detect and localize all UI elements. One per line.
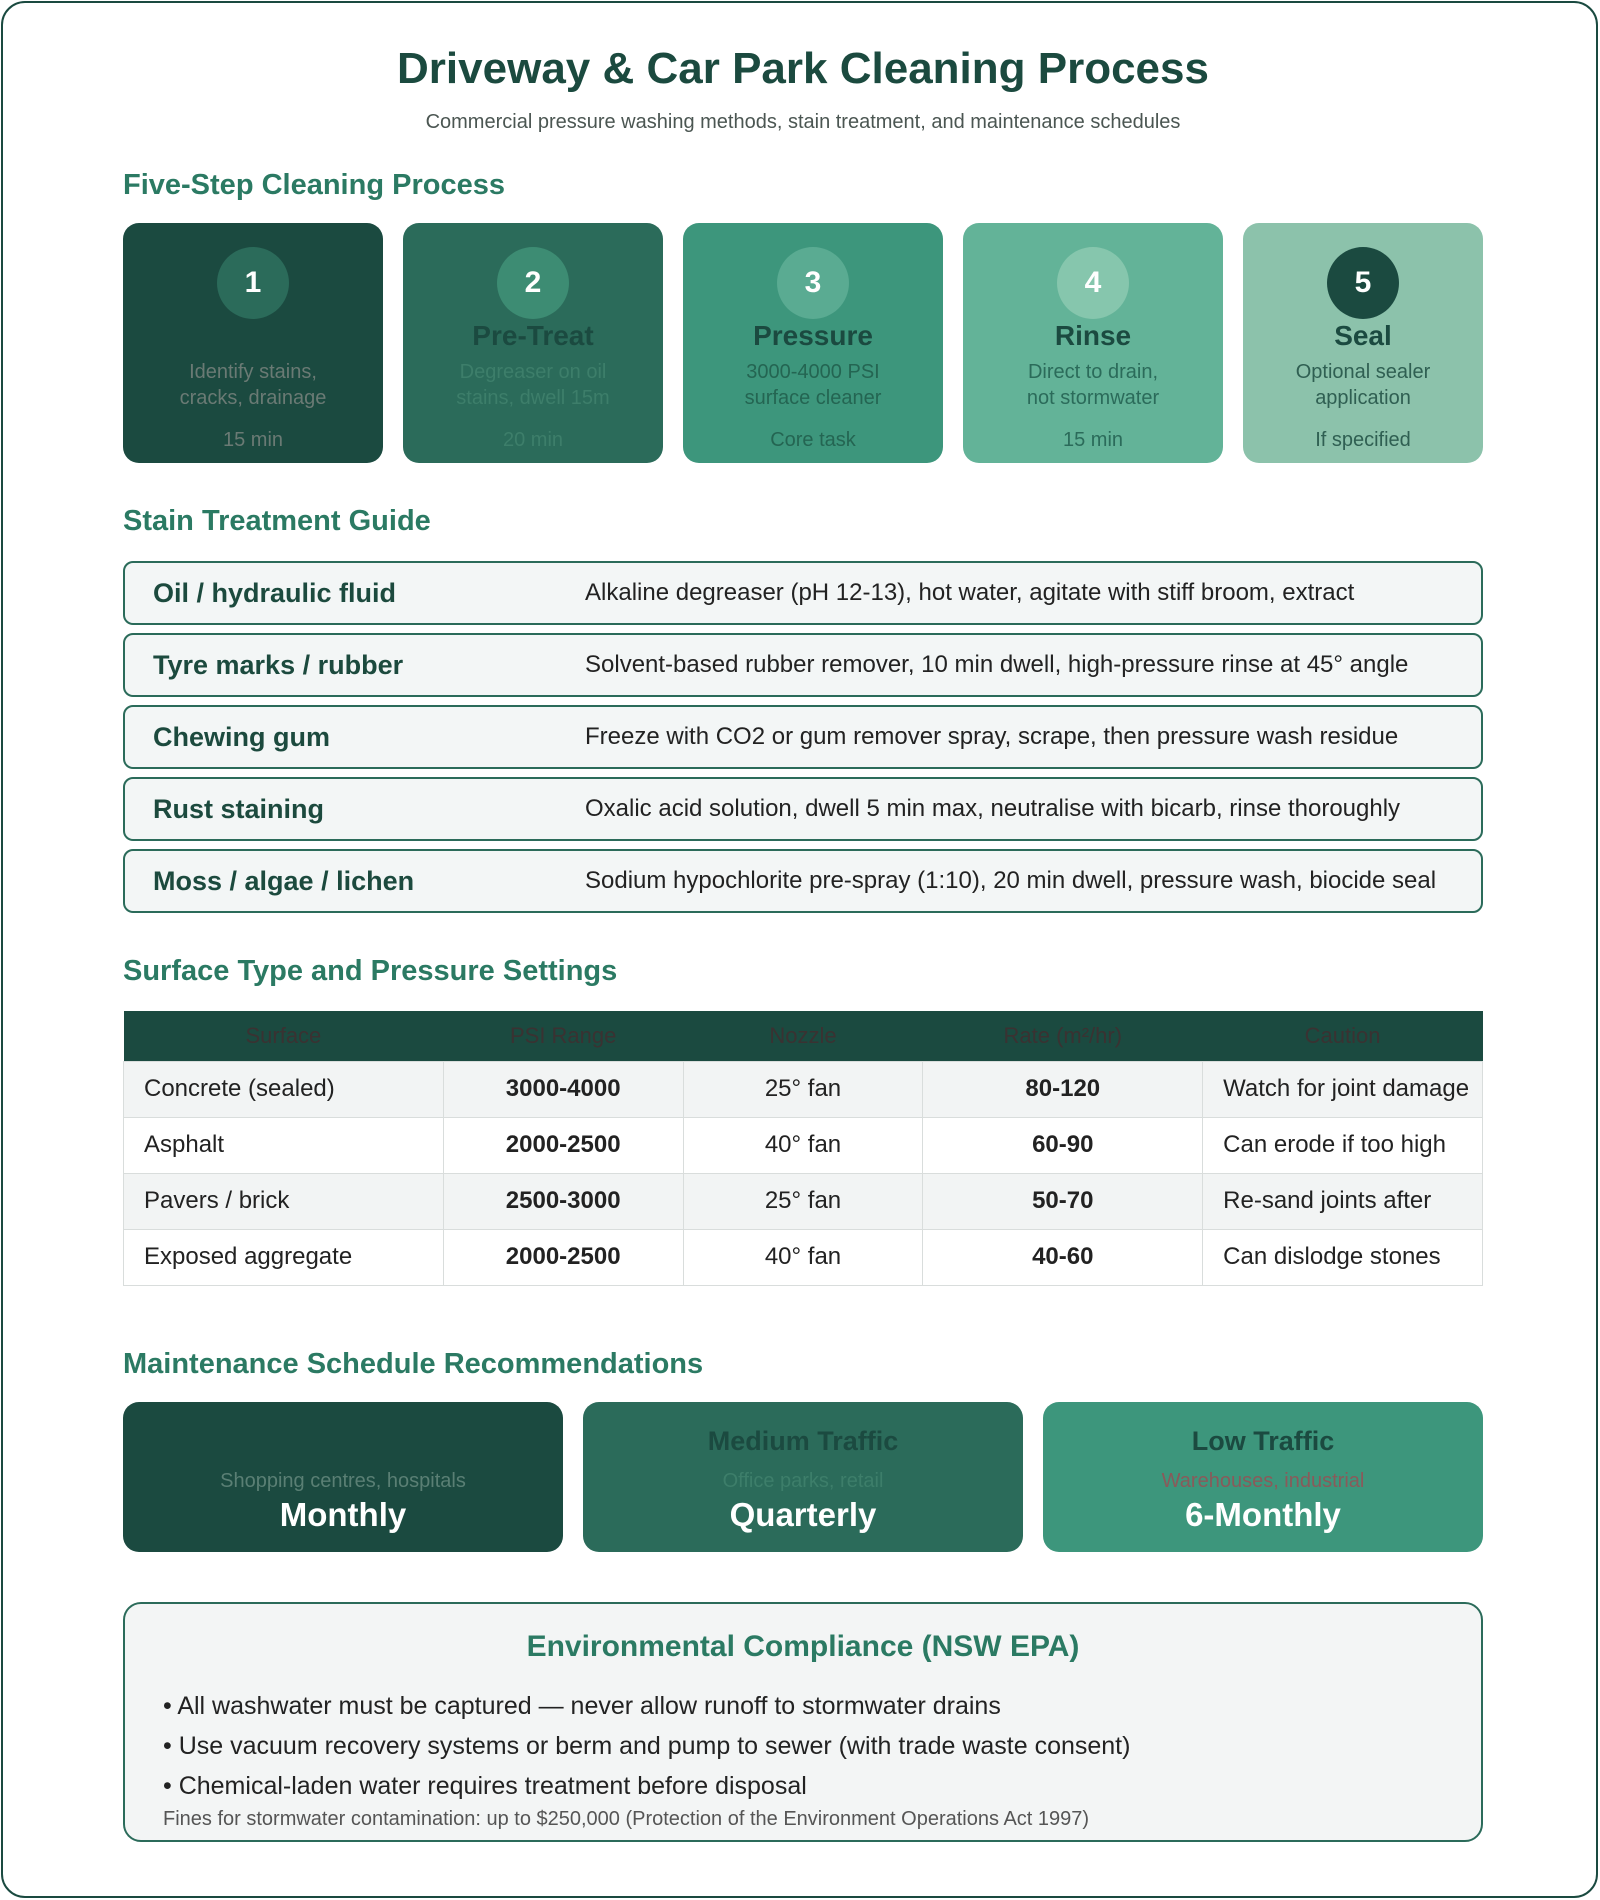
stain-type: Oil / hydraulic fluid bbox=[153, 578, 397, 608]
step-description: Direct to drain, not stormwater bbox=[1026, 361, 1160, 409]
cell-psi: 3000-4000 bbox=[443, 1061, 683, 1117]
step-card-5 bbox=[1243, 223, 1483, 463]
step-card-3 bbox=[683, 223, 943, 463]
cell-surface: Pavers / brick bbox=[124, 1173, 444, 1229]
compliance-list bbox=[163, 1686, 1130, 1806]
step-duration: 20 min bbox=[502, 429, 564, 451]
step-number: 4 bbox=[1057, 247, 1129, 319]
step-description: Optional sealer application bbox=[1295, 361, 1431, 409]
column-header-nozzle: Nozzle bbox=[683, 1011, 923, 1061]
traffic-level: Low Traffic bbox=[1191, 1425, 1335, 1456]
table-header-row bbox=[124, 1011, 1483, 1061]
step-title: Pressure bbox=[753, 320, 873, 351]
stain-treatment: Oxalic acid solution, dwell 5 min max, neutralise with bicarb, rinse thoroughly bbox=[585, 795, 1401, 822]
step-duration: If specified bbox=[1315, 429, 1411, 451]
stain-guide-heading: Stain Treatment Guide bbox=[123, 505, 431, 537]
cell-nozzle: 25° fan bbox=[683, 1061, 923, 1117]
table-row bbox=[124, 1117, 1483, 1173]
stain-treatment: Alkaline degreaser (pH 12-13), hot water, agitate with stiff broom, extract bbox=[585, 579, 1355, 606]
stain-treatment: Freeze with CO2 or gum remover spray, scrape, then pressure wash residue bbox=[585, 723, 1399, 750]
table-row bbox=[124, 1061, 1483, 1117]
stain-guide-list bbox=[123, 561, 1483, 913]
traffic-examples: Shopping centres, hospitals bbox=[220, 1469, 466, 1492]
step-title: Rinse bbox=[1054, 320, 1132, 351]
traffic-examples: Office parks, retail bbox=[722, 1469, 884, 1492]
step-description: Degreaser on oil stains, dwell 15m bbox=[456, 361, 610, 409]
step-number: 2 bbox=[497, 247, 569, 319]
cell-nozzle: 40° fan bbox=[683, 1229, 923, 1285]
cleaning-frequency: 6-Monthly bbox=[1185, 1495, 1341, 1533]
cleaning-frequency: Quarterly bbox=[729, 1495, 877, 1533]
cell-caution: Watch for joint damage bbox=[1203, 1061, 1483, 1117]
steps-heading: Five-Step Cleaning Process bbox=[123, 169, 505, 201]
maintenance-cards bbox=[123, 1402, 1483, 1552]
stain-type: Moss / algae / lichen bbox=[153, 866, 415, 896]
list-item: • Chemical-laden water requires treatment before disposal bbox=[163, 1771, 807, 1800]
cell-caution: Can dislodge stones bbox=[1203, 1229, 1483, 1285]
column-header-surface: Surface bbox=[124, 1011, 444, 1061]
cell-nozzle: 25° fan bbox=[683, 1173, 923, 1229]
stain-type: Rust staining bbox=[153, 794, 325, 824]
step-card-4 bbox=[963, 223, 1223, 463]
stain-row bbox=[123, 633, 1483, 697]
cell-surface: Exposed aggregate bbox=[124, 1229, 444, 1285]
cleaning-frequency: Monthly bbox=[279, 1495, 407, 1533]
cell-rate: 60-90 bbox=[923, 1117, 1203, 1173]
page-title: Driveway & Car Park Cleaning Process bbox=[397, 44, 1209, 93]
step-card-2 bbox=[403, 223, 663, 463]
list-item: • Use vacuum recovery systems or berm and pump to sewer (with trade waste consent) bbox=[163, 1731, 1131, 1760]
cell-caution: Re-sand joints after bbox=[1203, 1173, 1483, 1229]
step-duration: 15 min bbox=[222, 429, 284, 451]
step-duration: 15 min bbox=[1062, 429, 1124, 451]
cell-psi: 2500-3000 bbox=[443, 1173, 683, 1229]
cell-rate: 40-60 bbox=[923, 1229, 1203, 1285]
stain-row bbox=[123, 561, 1483, 625]
step-card-1 bbox=[123, 223, 383, 463]
compliance-title: Environmental Compliance (NSW EPA) bbox=[526, 1629, 1080, 1663]
page-subtitle: Commercial pressure washing methods, stain treatment, and maintenance schedules bbox=[425, 111, 1181, 133]
list-item: • All washwater must be captured — never allow runoff to stormwater drains bbox=[163, 1691, 1001, 1720]
stain-row bbox=[123, 705, 1483, 769]
column-header-caution: Caution bbox=[1203, 1011, 1483, 1061]
column-header-rate: Rate (m²/hr) bbox=[923, 1011, 1203, 1061]
maintenance-card-high bbox=[123, 1402, 563, 1552]
stain-treatment: Solvent-based rubber remover, 10 min dwell, high-pressure rinse at 45° angle bbox=[585, 651, 1409, 678]
table-row bbox=[124, 1173, 1483, 1229]
surface-table-heading: Surface Type and Pressure Settings bbox=[123, 955, 618, 987]
step-title: Pre-Treat bbox=[472, 320, 594, 351]
stain-type: Tyre marks / rubber bbox=[153, 650, 404, 680]
maintenance-heading: Maintenance Schedule Recommendations bbox=[123, 1347, 704, 1380]
surface-settings-table bbox=[123, 1011, 1483, 1286]
maintenance-card-medium bbox=[583, 1402, 1023, 1552]
steps-row bbox=[123, 223, 1483, 463]
cell-nozzle: 40° fan bbox=[683, 1117, 923, 1173]
stain-row bbox=[123, 777, 1483, 841]
stain-treatment: Sodium hypochlorite pre-spray (1:10), 20 min dwell, pressure wash, biocide seal bbox=[585, 867, 1437, 894]
stain-row bbox=[123, 849, 1483, 913]
maintenance-card-low bbox=[1043, 1402, 1483, 1552]
step-number: 5 bbox=[1327, 247, 1399, 319]
column-header-psi: PSI Range bbox=[443, 1011, 683, 1061]
table-row bbox=[124, 1229, 1483, 1285]
step-number: 1 bbox=[217, 247, 289, 319]
cell-surface: Concrete (sealed) bbox=[124, 1061, 444, 1117]
traffic-level: Medium Traffic bbox=[707, 1425, 899, 1456]
step-description: Identify stains, cracks, drainage bbox=[179, 361, 327, 409]
compliance-box bbox=[123, 1602, 1483, 1842]
traffic-examples: Warehouses, industrial bbox=[1161, 1469, 1365, 1492]
cell-surface: Asphalt bbox=[124, 1117, 444, 1173]
step-duration: Core task bbox=[770, 429, 856, 451]
compliance-footnote: Fines for stormwater contamination: up to $250,000 (Protection of the Environment Operations Act 1997) bbox=[163, 1807, 1090, 1830]
step-number: 3 bbox=[777, 247, 849, 319]
cell-rate: 80-120 bbox=[923, 1061, 1203, 1117]
cell-caution: Can erode if too high bbox=[1203, 1117, 1483, 1173]
stain-type: Chewing gum bbox=[153, 722, 330, 752]
step-title: Seal bbox=[1334, 320, 1392, 351]
cell-psi: 2000-2500 bbox=[443, 1117, 683, 1173]
page-content bbox=[123, 3, 1483, 1842]
cell-rate: 50-70 bbox=[923, 1173, 1203, 1229]
page-frame bbox=[1, 1, 1598, 1898]
cell-psi: 2000-2500 bbox=[443, 1229, 683, 1285]
step-description: 3000-4000 PSI surface cleaner bbox=[744, 361, 882, 409]
